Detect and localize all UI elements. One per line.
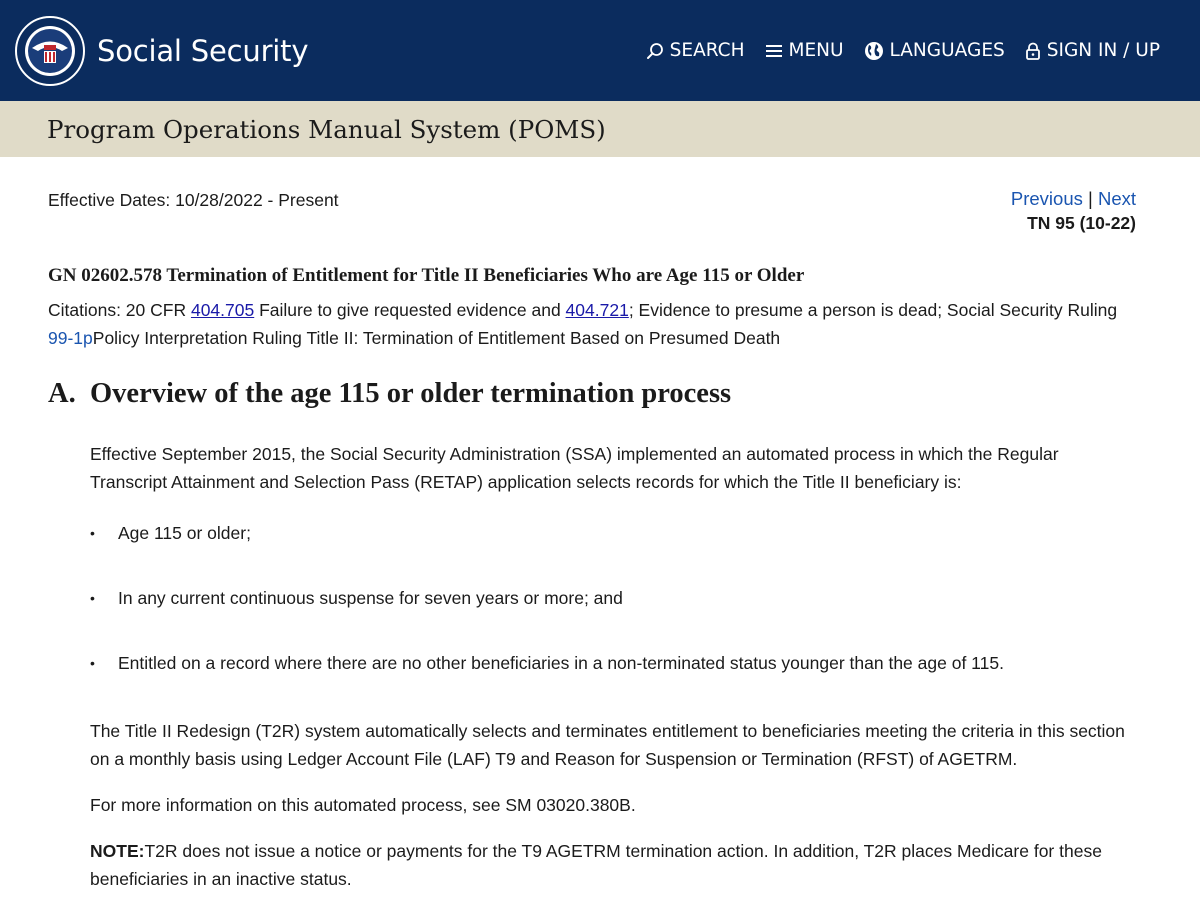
globe-icon: [864, 41, 884, 61]
search-icon: [646, 42, 664, 60]
effective-dates: Effective Dates: 10/28/2022 - Present: [48, 190, 339, 210]
lock-icon: [1025, 42, 1041, 60]
citations-text-1: Citations: 20 CFR: [48, 300, 191, 320]
section-a-body: [48, 440, 1136, 893]
prev-next-separator: |: [1082, 188, 1098, 209]
list-item: • Entitled on a record where there are no other beneficiaries in a non-terminated status younger than the age of 115.: [90, 649, 1136, 714]
header-nav: [646, 40, 1160, 61]
nav-menu[interactable]: [765, 40, 844, 61]
criteria-list: [90, 519, 1136, 714]
nav-menu-label: MENU: [788, 40, 844, 61]
document-meta-row: [48, 188, 1136, 243]
nav-languages-label: LANGUAGES: [889, 40, 1005, 61]
paragraph-more-info: For more information on this automated process, see SM 03020.380B.: [90, 795, 636, 815]
prev-next-nav: [1011, 188, 1136, 243]
transmittal-number: TN 95 (10-22): [1027, 213, 1136, 233]
nav-sign-in-label: SIGN IN / UP: [1046, 40, 1160, 61]
cfr-404-705-link[interactable]: 404.705: [190, 300, 255, 320]
citations-text-2: Failure to give requested evidence and: [254, 300, 566, 320]
section-heading-text: Overview of the age 115 or older termination process: [90, 378, 732, 409]
next-link[interactable]: Next: [1097, 188, 1136, 209]
main-content: [0, 188, 1200, 893]
paragraph-intro: Effective September 2015, the Social Security Administration (SSA) implemented an automated process in which the Regular Transcript Attainment and Selection Pass (RETAP) application selects records for which the Title II beneficiary is:: [90, 444, 1059, 492]
cfr-404-721-link[interactable]: 404.721: [565, 300, 629, 320]
section-a-heading: [48, 378, 1136, 410]
top-navigation-bar: [0, 0, 1200, 101]
poms-title[interactable]: Program Operations Manual System (POMS): [47, 114, 606, 144]
citations: [48, 296, 1136, 352]
paragraph-t2r: The Title II Redesign (T2R) system automatically selects and terminates entitlement to beneficiaries meeting the criteria in this section on a monthly basis using Ledger Account File (LAF) T9 and Reason for Suspension or Termination (RFST) of AGETRM.: [90, 721, 1125, 769]
list-item: • Age 115 or older;: [90, 519, 1136, 584]
citations-text-4: Policy Interpretation Ruling Title II: Termination of Entitlement Based on Presumed Death: [92, 328, 781, 348]
brand-name[interactable]: Social Security: [97, 33, 309, 68]
section-letter: A.: [48, 378, 76, 409]
citations-text-3: ; Evidence to presume a person is dead; Social Security Ruling: [628, 300, 1118, 320]
previous-link[interactable]: Previous: [1010, 188, 1083, 209]
note-label: NOTE:: [90, 841, 145, 861]
ruling-99-1p-link[interactable]: 99-1p: [48, 328, 93, 348]
document-title: GN 02602.578 Termination of Entitlement for Title II Beneficiaries Who are Age 115 or Older: [48, 265, 805, 286]
menu-icon: [765, 43, 783, 59]
nav-sign-in[interactable]: [1025, 40, 1160, 61]
nav-search[interactable]: [646, 40, 745, 61]
note-paragraph: [90, 837, 1136, 893]
poms-title-band: [0, 101, 1200, 157]
ssa-seal-logo[interactable]: [14, 15, 86, 87]
list-item: • In any current continuous suspense for seven years or more; and: [90, 584, 1136, 649]
nav-search-label: SEARCH: [669, 40, 745, 61]
note-text: T2R does not issue a notice or payments for the T9 AGETRM termination action. In addition, T2R places Medicare for these beneficiaries in an inactive status.: [90, 841, 1102, 889]
nav-languages[interactable]: [864, 40, 1005, 61]
